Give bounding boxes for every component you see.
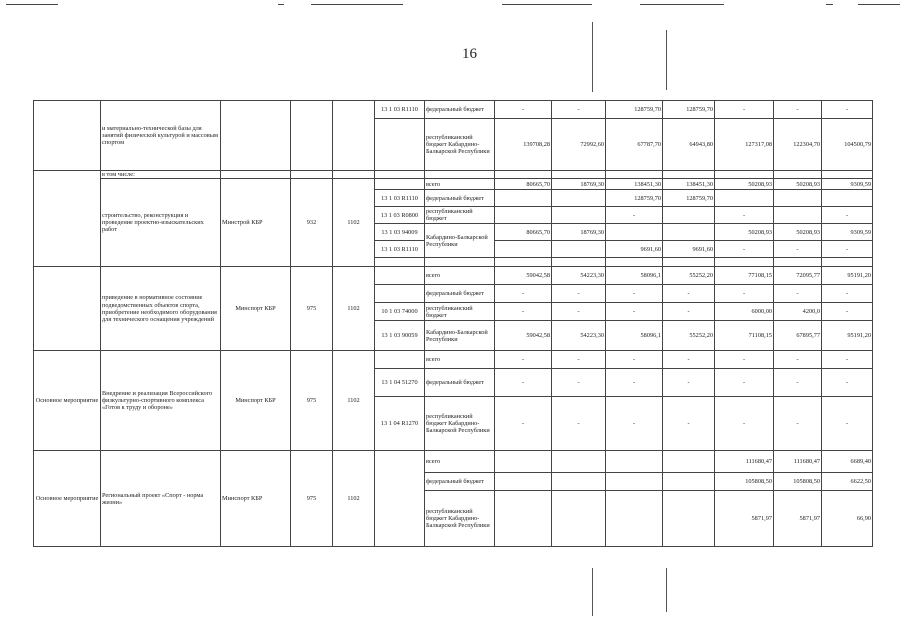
value-cell: 128759,70 [663, 190, 715, 207]
value-cell: 139708,28 [495, 119, 552, 171]
value-cell: 9309,59 [822, 224, 873, 241]
value-cell: 138451,30 [663, 179, 715, 190]
value-cell: 111680,47 [774, 451, 822, 473]
funding-source: всего [425, 267, 495, 285]
value-cell [663, 491, 715, 547]
value-cell: 50208,93 [774, 179, 822, 190]
scan-line [858, 4, 900, 5]
value-cell: - [715, 351, 774, 369]
value-cell: 50208,93 [715, 224, 774, 241]
value-cell: - [715, 369, 774, 397]
value-cell: - [552, 285, 606, 303]
value-cell [606, 451, 663, 473]
value-cell: - [822, 101, 873, 119]
value-cell [552, 207, 606, 224]
value-cell: 64943,80 [663, 119, 715, 171]
value-cell: - [606, 397, 663, 451]
table-row [34, 267, 873, 285]
executor-cell [221, 101, 291, 171]
value-cell: - [822, 397, 873, 451]
value-cell [495, 491, 552, 547]
code-cell: 13 1 03 R1110 [375, 190, 425, 207]
value-cell: - [495, 397, 552, 451]
value-cell [495, 207, 552, 224]
value-cell: - [822, 303, 873, 321]
value-cell: - [606, 285, 663, 303]
funding-source: федеральный бюджет [425, 190, 495, 207]
value-cell: - [663, 351, 715, 369]
scan-line [640, 4, 724, 5]
value-cell: 111680,47 [715, 451, 774, 473]
executor-cell: Минспорт КБР [221, 351, 291, 451]
code-cell [375, 258, 425, 267]
value-cell: - [774, 369, 822, 397]
funding-source: всего [425, 351, 495, 369]
table-row [34, 179, 873, 190]
type-cell [34, 267, 101, 351]
code-cell [375, 351, 425, 369]
value-cell [663, 224, 715, 241]
type-cell [34, 101, 101, 171]
funding-source: республиканский бюджет Кабардино-Балкарской Республики [425, 491, 495, 547]
rzpr-cell [333, 101, 375, 171]
value-cell: - [552, 303, 606, 321]
value-cell: 95191,20 [822, 267, 873, 285]
code-cell: 13 1 03 R1110 [375, 241, 425, 258]
value-cell: - [715, 397, 774, 451]
value-cell: 4200,0 [774, 303, 822, 321]
scan-line [278, 4, 284, 5]
funding-source: республиканский бюджет Кабардино-Балкарской Республики [425, 397, 495, 451]
code-cell: 13 1 03 R1110 [375, 101, 425, 119]
value-cell: - [774, 397, 822, 451]
funding-source: всего [425, 179, 495, 190]
value-cell: - [774, 241, 822, 258]
value-cell: 67895,77 [774, 321, 822, 351]
value-cell: 54223,30 [552, 321, 606, 351]
including-label: в том числе: [101, 171, 221, 179]
scan-line [666, 30, 667, 90]
code-cell [375, 119, 425, 171]
executor-cell: Минспорт КБР [221, 451, 291, 547]
value-cell: - [663, 397, 715, 451]
value-cell [715, 190, 774, 207]
value-cell: 54223,30 [552, 267, 606, 285]
value-cell [774, 190, 822, 207]
value-cell: 5871,97 [715, 491, 774, 547]
value-cell: 50208,93 [774, 224, 822, 241]
funding-source: Кабардино-Балкарской Республики [425, 321, 495, 351]
value-cell: 77108,15 [715, 267, 774, 285]
value-cell: - [822, 207, 873, 224]
value-cell: 80665,70 [495, 224, 552, 241]
funding-source: республиканский бюджет [425, 207, 495, 224]
code-cell [375, 267, 425, 285]
activity-title: строительство, реконструкция и проведение проектно-изыскательских работ [101, 179, 221, 267]
value-cell: 72992,60 [552, 119, 606, 171]
value-cell [552, 473, 606, 491]
value-cell: - [822, 285, 873, 303]
code-cell [375, 451, 425, 547]
code-cell: 13 1 04 R1270 [375, 397, 425, 451]
grbs-cell: 932 [291, 179, 333, 267]
value-cell: 9309,59 [822, 179, 873, 190]
grbs-cell: 975 [291, 267, 333, 351]
value-cell: - [774, 101, 822, 119]
value-cell [495, 241, 552, 258]
value-cell: - [606, 207, 663, 224]
value-cell: 72095,77 [774, 267, 822, 285]
value-cell: - [495, 351, 552, 369]
value-cell: - [495, 101, 552, 119]
value-cell [663, 207, 715, 224]
code-cell: 13 1 03 R0800 [375, 207, 425, 224]
funding-source [425, 258, 495, 267]
activity-type: Основное мероприятие [34, 351, 101, 451]
value-cell: 95191,20 [822, 321, 873, 351]
grbs-cell [291, 101, 333, 171]
value-cell: - [606, 351, 663, 369]
value-cell: 58096,1 [606, 321, 663, 351]
value-cell: 105808,50 [774, 473, 822, 491]
budget-table [33, 100, 873, 547]
value-cell: 55252,20 [663, 267, 715, 285]
executor-cell [221, 171, 291, 179]
scan-line [502, 4, 592, 5]
value-cell: 80665,70 [495, 179, 552, 190]
table-row [34, 451, 873, 473]
value-cell: - [774, 285, 822, 303]
rzpr-cell: 1102 [333, 267, 375, 351]
value-cell: 5871,97 [774, 491, 822, 547]
value-cell: 67787,70 [606, 119, 663, 171]
value-cell [606, 224, 663, 241]
activity-title: Внедрение и реализация Всероссийского физкультурно-спортивного комплекса «Готов к труду и обороне» [101, 351, 221, 451]
code-cell: 10 1 03 74000 [375, 303, 425, 321]
value-cell: 6689,40 [822, 451, 873, 473]
value-cell: 66,90 [822, 491, 873, 547]
value-cell: 59042,58 [495, 321, 552, 351]
value-cell [495, 473, 552, 491]
funding-source: республиканский бюджет [425, 303, 495, 321]
funding-source [425, 171, 495, 179]
code-cell [375, 179, 425, 190]
value-cell: 71108,15 [715, 321, 774, 351]
rzpr-cell: 1102 [333, 451, 375, 547]
value-cell: - [552, 397, 606, 451]
value-cell: 128759,70 [663, 101, 715, 119]
table-row [34, 351, 873, 369]
scan-line [666, 568, 667, 612]
value-cell [606, 491, 663, 547]
executor-cell: Минспорт КБР [221, 267, 291, 351]
value-cell: 18769,30 [552, 224, 606, 241]
rzpr-cell: 1102 [333, 179, 375, 267]
scan-line [826, 4, 833, 5]
value-cell: 58096,1 [606, 267, 663, 285]
value-cell [495, 190, 552, 207]
value-cell: - [606, 303, 663, 321]
value-cell: 104500,79 [822, 119, 873, 171]
funding-source: Кабардино-Балкарской Республики [425, 224, 495, 258]
grbs-cell: 975 [291, 451, 333, 547]
value-cell: - [822, 351, 873, 369]
value-cell: 55252,20 [663, 321, 715, 351]
value-cell [552, 451, 606, 473]
value-cell: - [715, 207, 774, 224]
value-cell: - [822, 241, 873, 258]
code-cell: 13 1 04 51270 [375, 369, 425, 397]
value-cell: - [495, 303, 552, 321]
value-cell [822, 190, 873, 207]
value-cell [663, 473, 715, 491]
value-cell [663, 451, 715, 473]
funding-source: республиканский бюджет Кабардино-Балкарской Республики [425, 119, 495, 171]
code-cell: 13 1 03 94009 [375, 224, 425, 241]
value-cell: 9691,60 [606, 241, 663, 258]
funding-source: всего [425, 451, 495, 473]
scan-line [592, 568, 593, 616]
value-cell: - [552, 351, 606, 369]
value-cell: 128759,70 [606, 190, 663, 207]
value-cell: - [715, 101, 774, 119]
value-cell: - [715, 241, 774, 258]
value-cell: 127317,08 [715, 119, 774, 171]
value-cell: 59042,58 [495, 267, 552, 285]
value-cell: - [663, 285, 715, 303]
rzpr-cell: 1102 [333, 351, 375, 451]
scan-line [592, 22, 593, 92]
value-cell: 122304,70 [774, 119, 822, 171]
value-cell: - [822, 369, 873, 397]
value-cell: - [606, 369, 663, 397]
activity-title: и материально-технической базы для занятий физической культурой и массовым спортом [101, 101, 221, 171]
value-cell [606, 473, 663, 491]
value-cell: 50208,93 [715, 179, 774, 190]
value-cell: 128759,70 [606, 101, 663, 119]
value-cell [774, 207, 822, 224]
value-cell: - [495, 369, 552, 397]
value-cell: - [774, 351, 822, 369]
value-cell: 105808,50 [715, 473, 774, 491]
value-cell [552, 491, 606, 547]
value-cell [552, 190, 606, 207]
value-cell: - [715, 285, 774, 303]
value-cell: - [663, 369, 715, 397]
funding-source: федеральный бюджет [425, 369, 495, 397]
value-cell: - [663, 303, 715, 321]
table-row [34, 171, 873, 179]
value-cell: - [552, 369, 606, 397]
grbs-cell: 975 [291, 351, 333, 451]
value-cell: - [552, 101, 606, 119]
code-cell: 13 1 03 90059 [375, 321, 425, 351]
page-number: 16 [462, 46, 477, 62]
funding-source: федеральный бюджет [425, 285, 495, 303]
code-cell [375, 171, 425, 179]
scan-line [311, 4, 403, 5]
grbs-cell [291, 171, 333, 179]
value-cell: 6622,50 [822, 473, 873, 491]
activity-title: приведение в нормативное состояние подведомственных объектов спорта, приобретение необходимого оборудования для технического оснащения учреждений [101, 267, 221, 351]
value-cell: 138451,30 [606, 179, 663, 190]
scan-line [6, 4, 58, 5]
table-row [34, 101, 873, 119]
executor-cell: Минстрой КБР [221, 179, 291, 267]
funding-source: федеральный бюджет [425, 473, 495, 491]
value-cell: 6000,00 [715, 303, 774, 321]
type-cell [34, 171, 101, 267]
rzpr-cell [333, 171, 375, 179]
value-cell: - [495, 285, 552, 303]
activity-title: Региональный проект «Спорт - норма жизни» [101, 451, 221, 547]
value-cell: 9691,60 [663, 241, 715, 258]
value-cell: 18769,30 [552, 179, 606, 190]
value-cell [552, 241, 606, 258]
funding-source: федеральный бюджет [425, 101, 495, 119]
code-cell [375, 285, 425, 303]
value-cell [495, 451, 552, 473]
activity-type: Основное мероприятие [34, 451, 101, 547]
